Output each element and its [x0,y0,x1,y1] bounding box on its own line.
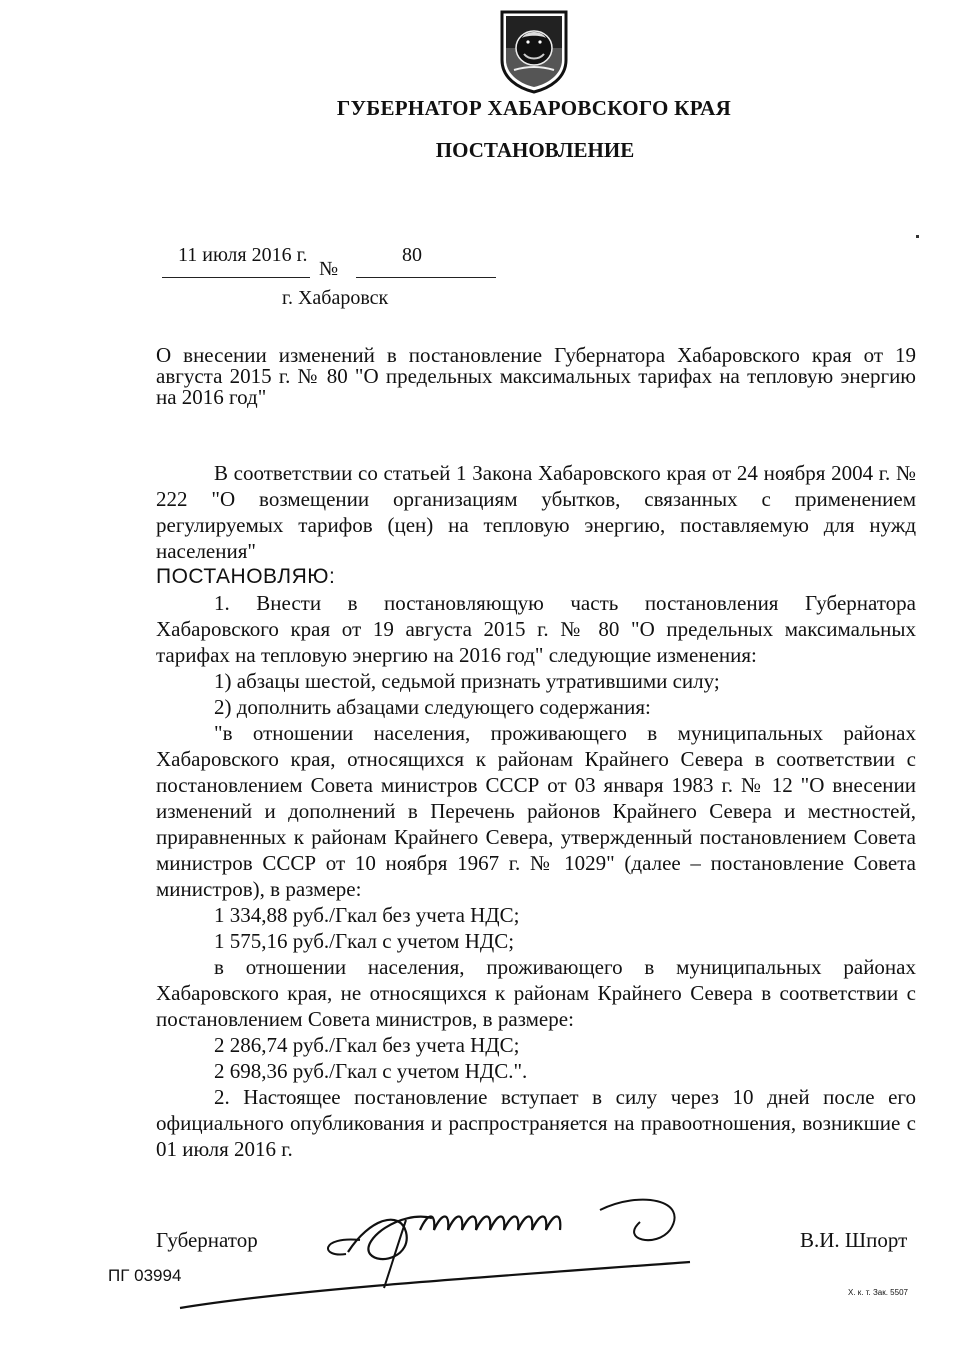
inserted-paragraph-north: "в отношении населения, проживающего в муниципальных районах Хабаровского края, относящихся к районам Крайнего Севера в соответствии с постановлением Совета министров СССР от 03 января 1983 г. № 12 "О внесении изменений и дополнений в Перечень районов Крайнего Севера и местностей, приравненных к районам Крайнего Севера, утвержденный постановлением Совета министров СССР от 10 ноября 1967 г. № 1029" (далее – постановление Совета министров), в размере: [156,721,916,901]
document-date: 11 июля 2016 г. [178,244,308,266]
subclause-2: 2) дополнить абзацами следующего содержания: [214,695,651,719]
tariff-other-with-vat: 2 698,36 руб./Гкал с учетом НДС.". [214,1059,528,1083]
document-subject: О внесении изменений в постановление Губернатора Хабаровского края от 19 августа 2015 г. № 80 "О предельных максимальных тарифах на тепловую энергию на 2016 год" [156,343,916,409]
date-underline [162,277,310,278]
document-code: ПГ 03994 [108,1266,182,1285]
preamble-paragraph: В соответствии со статьей 1 Закона Хабаровского края от 24 ноября 2004 г. № 222 "О возмещении организациям убытков, связанных с применением регулируемых тарифов (цен) на тепловую энергию, поставляемую для нужд населения" [156,461,916,563]
tariff-other-without-vat: 2 286,74 руб./Гкал без учета НДС; [214,1033,520,1057]
number-sign: № [319,258,339,280]
clause-2: 2. Настоящее постановление вступает в силу через 10 дней после его официального опубликования и распространяется на правоотношения, возникшие с 01 июля 2016 г. [156,1085,916,1161]
scan-speck [916,235,919,238]
issuer-title: ГУБЕРНАТОР ХАБАРОВСКОГО КРАЯ [336,96,732,120]
print-mark: Х. к. т. Зак. 5507 [848,1288,908,1297]
inserted-paragraph-other: в отношении населения, проживающего в муниципальных районах Хабаровского края, не относящихся к районам Крайнего Севера в соответствии с постановлением Совета министров, в размере: [156,955,916,1031]
number-underline [356,277,496,278]
signer-name: В.И. Шпорт [800,1228,908,1252]
document-type: ПОСТАНОВЛЕНИЕ [435,138,635,162]
subclause-1: 1) абзацы шестой, седьмой признать утратившими силу; [214,669,720,693]
tariff-north-without-vat: 1 334,88 руб./Гкал без учета НДС; [214,903,520,927]
khabarovsk-coat-of-arms-icon [496,8,572,94]
document-number: 80 [402,244,422,266]
decree-heading: ПОСТАНОВЛЯЮ: [156,565,336,588]
document-body [156,460,916,1162]
document-city: г. Хабаровск [282,287,389,309]
clause-1: 1. Внести в постановляющую часть постановления Губернатора Хабаровского края от 19 августа 2015 г. № 80 "О предельных максимальных тарифах на тепловую энергию на 2016 год" следующие изменения: [156,591,916,667]
tariff-north-with-vat: 1 575,16 руб./Гкал с учетом НДС; [214,929,515,953]
signer-title: Губернатор [156,1228,258,1252]
